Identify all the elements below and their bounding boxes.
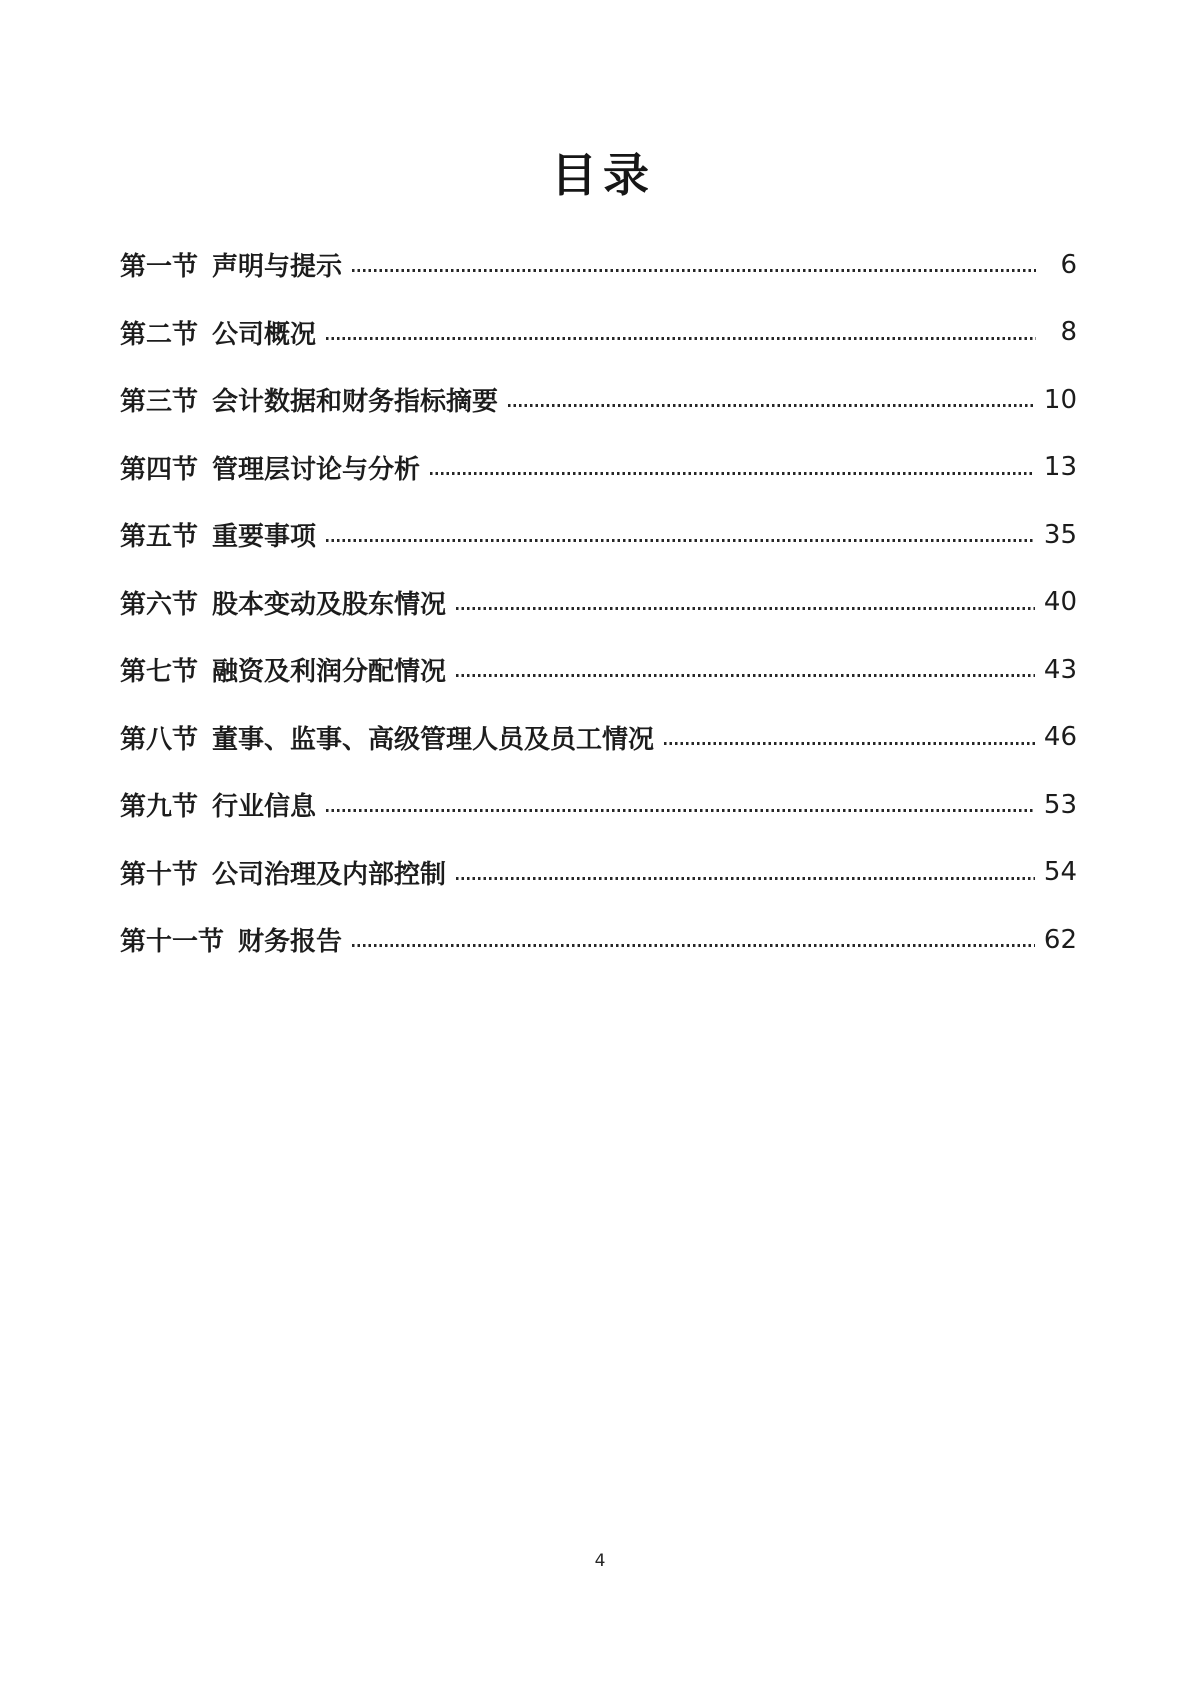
toc-dot-leader	[664, 742, 1035, 745]
toc-dot-leader	[326, 337, 1036, 340]
toc-entry[interactable]	[120, 366, 1077, 434]
toc-entry-page-number: 53	[1043, 789, 1077, 820]
toc-entry-section: 第四节	[120, 454, 199, 485]
toc-entry[interactable]	[120, 906, 1077, 974]
toc-title: 目录	[551, 148, 655, 202]
toc-entry[interactable]	[120, 501, 1077, 569]
toc-entry-page-number: 40	[1043, 587, 1077, 618]
toc-entry[interactable]	[120, 771, 1077, 839]
toc-entry[interactable]	[120, 299, 1077, 367]
toc-entry-title: 股本变动及股东情况	[212, 589, 447, 620]
toc-entry-section: 第九节	[120, 792, 199, 823]
toc-entry-section: 第三节	[120, 387, 199, 418]
toc-entry-section: 第六节	[120, 589, 199, 620]
toc-entry-page-number: 6	[1060, 249, 1077, 280]
toc-entry-title: 融资及利润分配情况	[212, 657, 447, 688]
toc-list	[120, 231, 1077, 974]
toc-entry[interactable]	[120, 231, 1077, 299]
toc-entry-page-number: 13	[1043, 452, 1077, 483]
toc-entry-page-number: 54	[1043, 857, 1077, 888]
toc-dot-leader	[352, 269, 1036, 272]
toc-entry-section: 第十一节	[120, 927, 225, 958]
toc-entry-page-number: 46	[1043, 722, 1077, 753]
toc-entry-title: 管理层讨论与分析	[212, 454, 421, 485]
toc-entry[interactable]	[120, 636, 1077, 704]
toc-entry[interactable]	[120, 434, 1077, 502]
toc-entry-section: 第七节	[120, 657, 199, 688]
toc-dot-leader	[456, 674, 1035, 677]
toc-entry-title: 公司概况	[212, 319, 317, 350]
toc-entry-section: 第一节	[120, 252, 199, 283]
toc-entry-page-number: 43	[1043, 654, 1077, 685]
toc-entry-title: 会计数据和财务指标摘要	[212, 387, 499, 418]
toc-entry[interactable]	[120, 704, 1077, 772]
toc-entry-section: 第八节	[120, 724, 199, 755]
toc-entry-page-number: 8	[1060, 317, 1077, 348]
toc-dot-leader	[456, 607, 1035, 610]
toc-entry-page-number: 35	[1043, 519, 1077, 550]
toc-entry-title: 重要事项	[212, 522, 317, 553]
toc-entry-page-number: 62	[1043, 924, 1077, 955]
toc-entry-title: 董事、监事、高级管理人员及员工情况	[212, 724, 655, 755]
toc-dot-leader	[352, 944, 1035, 947]
toc-entry-title: 财务报告	[238, 927, 343, 958]
toc-dot-leader	[326, 809, 1035, 812]
toc-dot-leader	[508, 404, 1035, 407]
toc-entry-title: 声明与提示	[212, 252, 343, 283]
toc-entry-section: 第十节	[120, 859, 199, 890]
toc-entry-page-number: 10	[1043, 384, 1077, 415]
toc-entry[interactable]	[120, 569, 1077, 637]
toc-dot-leader	[326, 539, 1035, 542]
toc-entry-section: 第五节	[120, 522, 199, 553]
footer-page-number: 4	[594, 1551, 606, 1571]
toc-entry[interactable]	[120, 839, 1077, 907]
toc-entry-title: 行业信息	[212, 792, 317, 823]
toc-entry-section: 第二节	[120, 319, 199, 350]
toc-entry-title: 公司治理及内部控制	[212, 859, 447, 890]
toc-dot-leader	[456, 877, 1035, 880]
toc-dot-leader	[430, 472, 1035, 475]
